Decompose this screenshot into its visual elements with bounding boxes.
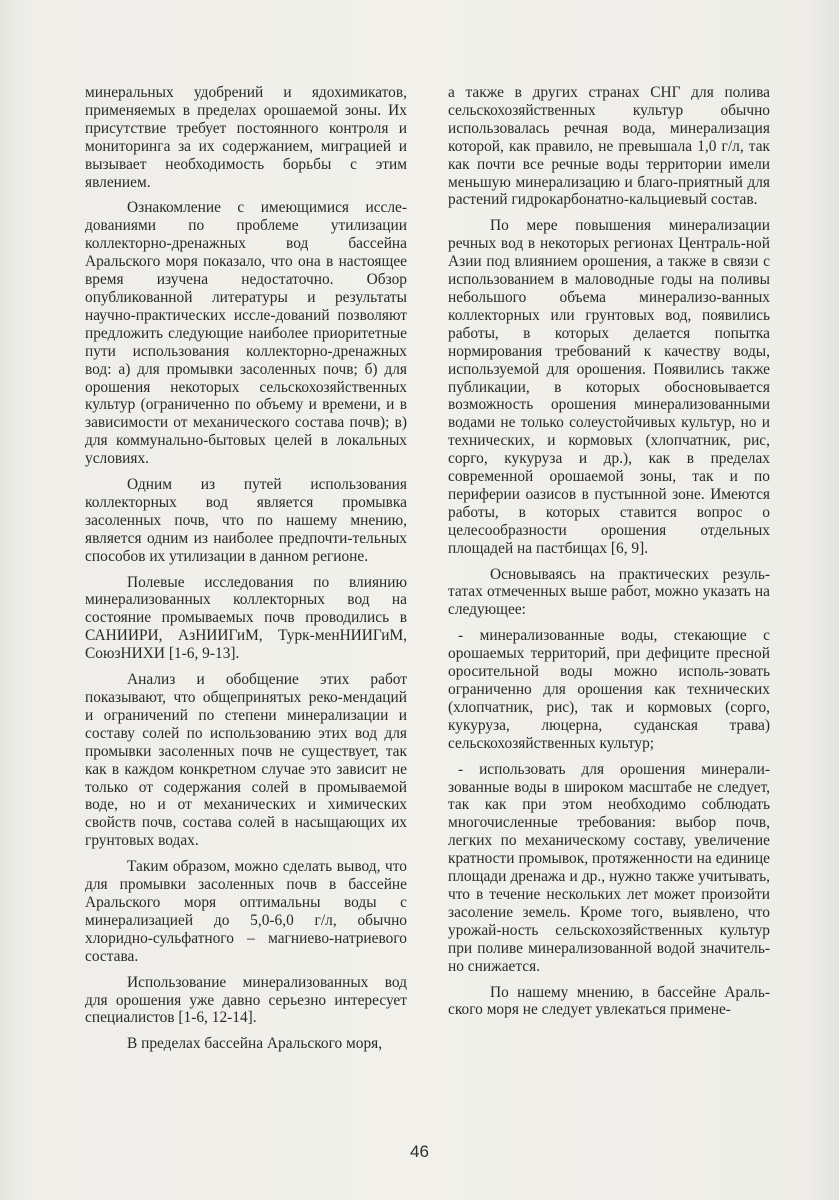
list-item: - минерализованные воды, стекающие с орошаемых территорий, при дефиците пресной оросительной воды можно исполь-зовать ограниченно для орошения как технических (хлопчатник, рис), так и кормовых (сорго, кукуруза, люцерна, суданская трава) сельскохозяйственных культур; <box>448 627 770 752</box>
paragraph: Анализ и обобщение этих работ показывают, что общепринятых реко-мендаций и ограничений по степени минерализации и составу солей по использованию этих вод для промывки засоленных почв не существует, так как в каждом конкретном случае это зависит не только от содержания солей в промываемой воде, но и от механических и химических свойств почв, состава солей в насыщающих их грунтовых водах. <box>85 671 407 850</box>
paragraph: По нашему мнению, в бассейне Араль-ского моря не следует увлекаться примене- <box>448 983 770 1019</box>
paragraph: Полевые исследования по влиянию минерализованных коллекторных вод на состояние промываемых почв проводились в САНИИРИ, АзНИИГиМ, Турк-менНИИГиМ, СоюзНИХИ [1-6, 9-13]. <box>85 573 407 663</box>
paragraph: Основываясь на практических резуль-татах отмеченных выше работ, можно указать на следующее: <box>448 565 770 619</box>
paragraph: По мере повышения минерализации речных вод в некоторых регионах Централь-ной Азии под влиянием орошения, а также в связи с использованием в маловодные годы на поливы небольшого объема минерализо-ванных коллекторных или грунтовых вод, появились работы, в которых делается попытка нормирования требований к качеству воды, используемой для орошения. Появились также публикации, в которых обосновывается возможность орошения минерализованными водами не только солеустойчивых культур, но и технических, и кормовых (хлопчатник, рис, сорго, кукуруза и др.), как в пределах современной орошаемой зоны, так и по периферии оазисов в пустынной зоне. Имеются работы, в которых ставится вопрос о целесообразности орошения отдельных площадей на пастбищах [6, 9]. <box>448 217 770 557</box>
paragraph: В пределах бассейна Аральского моря, <box>127 1035 383 1053</box>
page-number: 46 <box>410 1142 429 1161</box>
list-item: - использовать для орошения минерали-зованные воды в широком масштабе не следует, так как при этом необходимо соблюдать многочисленные требования: выбор почв, легких по механическому составу, увеличение кратности промывок, протяженности на единице площади дренажа и др., нужно также учитывать, что в течение нескольких лет может произойти засоление земель. Кроме того, выявлено, что урожай-ность сельскохозяйственных культур при поливе минерализованной водой значитель-но снижается. <box>448 760 770 975</box>
paragraph: Использование минерализованных вод для орошения уже давно серьезно интересует специалистов [1-6, 12-14]. <box>85 973 407 1027</box>
paragraph: Одним из путей использования коллекторных вод является промывка засоленных почв, что по нашему мнению, является одним из наиболее предпочти-тельных способов их утилизации в данном регионе. <box>85 476 407 565</box>
paragraph: Ознакомление с имеющимися иссле-дованиями по проблеме утилизации коллекторно-дренажных вод бассейна Аральского моря показало, что она в настоящее время изучена недостаточно. Обзор опубликованной литературы и результаты научно-практических иссле-дований позволяют предложить следующие наиболее приоритетные пути использования коллекторно-дренажных вод: а) для промывки засоленных почв; б) для орошения некоторых сельскохозяйственных культур (ограниченно по объему и времени, и в зависимости от механического состава почв); в) для коммунально-бытовых целей в локальных условиях. <box>85 199 407 468</box>
paragraph: минеральных удобрений и ядохимикатов, применяемых в пределах орошаемой зоны. Их присутствие требует постоянного контроля и мониторинга за их содержанием, миграцией и вызывает необходимость борьбы с этим явлением. <box>85 84 407 191</box>
right-column <box>448 84 770 1027</box>
paragraph: а также в других странах СНГ для полива сельскохозяйственных культур обычно использовалась речная вода, минерализация которой, как правило, не превышала 1,0 г/л, так как почти все речные воды территории имели меньшую минерализацию и благо-приятный для растений гидрокарбонатно-кальциевый состав. <box>448 84 770 209</box>
left-column <box>85 84 407 1061</box>
paragraph: Таким образом, можно сделать вывод, что для промывки засоленных почв в бассейне Аральского моря оптимальны воды с минерализацией до 5,0-6,0 г/л, обычно хлоридно-сульфатного – магниево-натриевого состава. <box>85 858 407 965</box>
